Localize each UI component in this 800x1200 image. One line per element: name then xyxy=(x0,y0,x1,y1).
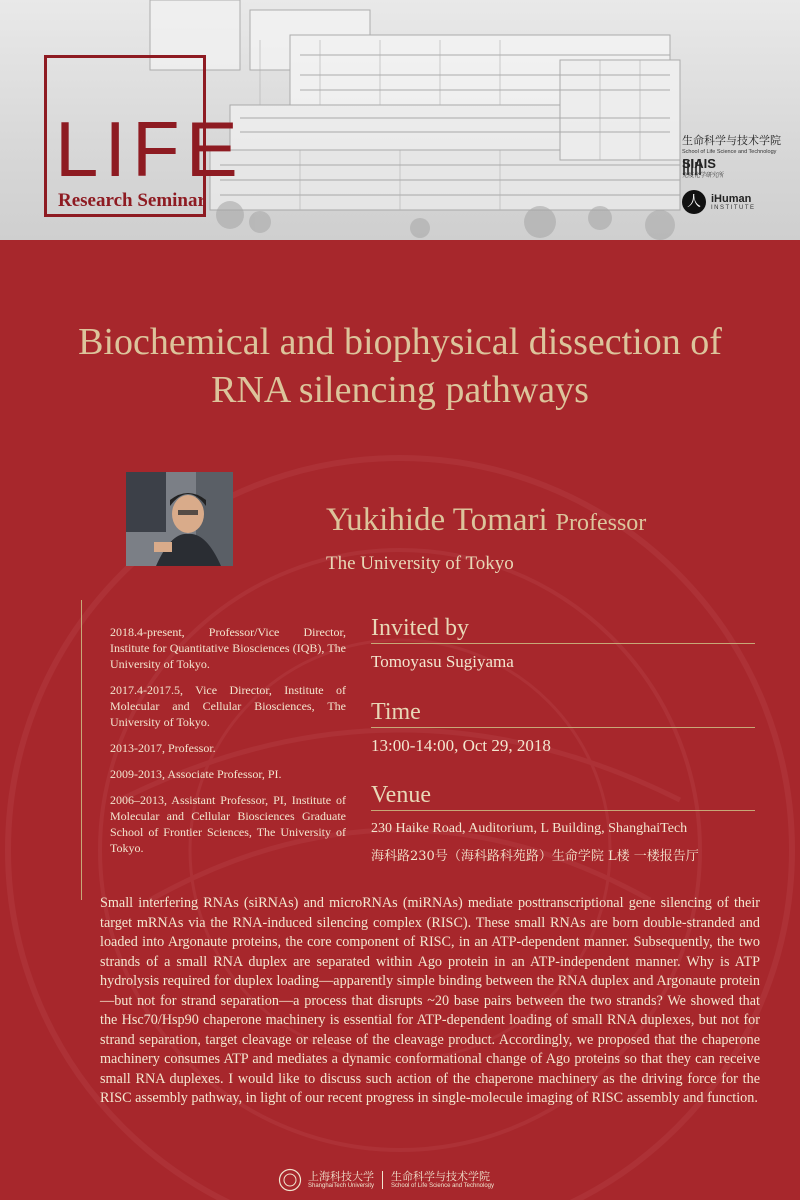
invited-label: Invited by xyxy=(371,613,755,644)
footer-university-cn: 上海科技大学 xyxy=(308,1170,374,1183)
footer-logos xyxy=(278,1168,494,1192)
ihuman-subtitle: INSTITUTE xyxy=(711,204,756,211)
invited-value: Tomoyasu Sugiyama xyxy=(371,652,514,671)
university-seal-icon xyxy=(278,1168,302,1192)
header-banner xyxy=(0,0,800,240)
footer-school-cn: 生命科学与技术学院 xyxy=(391,1170,491,1183)
venue-address-cn: 海科路230号（海科路科苑路）生命学院 L楼 一楼报告厅 xyxy=(371,849,699,864)
venue-label: Venue xyxy=(371,780,755,811)
career-list xyxy=(110,624,346,866)
seminar-title-line-2: RNA silencing pathways xyxy=(211,369,589,411)
divider-vertical xyxy=(81,600,82,900)
time-value: 13:00-14:00, Oct 29, 2018 xyxy=(371,736,551,755)
footer-university-en: ShanghaiTech University xyxy=(308,1183,375,1189)
school-name-cn: 生命科学与技术学院 xyxy=(682,134,781,147)
footer-school-en: School of Life Science and Technology xyxy=(391,1183,495,1189)
ihuman-logo xyxy=(682,190,756,214)
career-item: 2006–2013, Assistant Professor, PI, Institute of Molecular and Cellular Biosciences Graduate School of Frontier Sciences, The University of Tokyo. xyxy=(110,793,346,855)
invited-section xyxy=(371,613,755,672)
venue-section xyxy=(371,780,755,864)
ihuman-name: iHuman xyxy=(711,192,752,205)
career-item: 2009-2013, Associate Professor, PI. xyxy=(110,767,282,781)
footer-divider xyxy=(382,1171,383,1189)
school-logo xyxy=(682,132,794,155)
career-item: 2017.4-2017.5, Vice Director, Institute of Molecular and Cellular Biosciences, The University of Tokyo. xyxy=(110,683,346,729)
speaker-role: Professor xyxy=(555,510,647,536)
series-logo-subtitle: Research Seminar xyxy=(58,190,206,211)
venue-address-en: 230 Haike Road, Auditorium, L Building, ShanghaiTech xyxy=(371,821,688,836)
speaker-affiliation: The University of Tokyo xyxy=(326,553,514,574)
ihuman-icon: 人 xyxy=(682,190,706,214)
career-item: 2013-2017, Professor. xyxy=(110,741,216,755)
siais-logo xyxy=(682,157,724,179)
seminar-title xyxy=(20,318,780,414)
time-section xyxy=(371,697,755,756)
series-logo-word: LIFE xyxy=(55,105,244,193)
abstract-text: Small interfering RNAs (siRNAs) and microRNAs (miRNAs) mediate posttranscriptional gene silencing of their target mRNAs via the RNA-induced silencing complex (RISC). These small RNAs are born double-stranded and loaded into Argonaute proteins, the core component of RISC, in an ATP-dependent manner. Subsequently, the two strands of a small RNA duplex are separated within Ago protein in an ATP-independent manner. Why is ATP hydrolysis required for duplex loading—apparently simple binding between the RNA duplex and Argonaute protein—but not for strand separation—a process that disrupts ~20 base pairs between the two strands? We showed that the Hsc70/Hsp90 chaperone machinery is essential for ATP-dependent loading of small RNA duplexes, but not for strand separation, target cleavage or release of the cleavage product. Accordingly, we proposed that the chaperone machinery consumes ATP and mediates a dynamic conformational change of Ago proteins so that they can receive small RNA duplexes. I would like to discuss such action of the chaperone machinery as the driving force for the RISC assembly pathway, in light of our recent progress in single-molecule imaging of RISC assembly and function. xyxy=(100,895,760,1106)
speaker-portrait xyxy=(126,472,233,566)
speaker-name: Yukihide Tomari xyxy=(326,502,548,538)
siais-name-cn: 免疫化学研究所 xyxy=(682,172,725,179)
school-name-en: School of Life Science and Technology xyxy=(682,149,777,155)
siais-name: SIAIS xyxy=(682,156,716,171)
career-item: 2018.4-present, Professor/Vice Director, Institute for Quantitative Biosciences (IQB), The University of Tokyo. xyxy=(110,625,346,671)
time-label: Time xyxy=(371,697,755,728)
seminar-title-line-1: Biochemical and biophysical dissection of xyxy=(78,321,722,363)
speaker-line xyxy=(326,502,646,539)
siais-icon xyxy=(682,157,704,177)
